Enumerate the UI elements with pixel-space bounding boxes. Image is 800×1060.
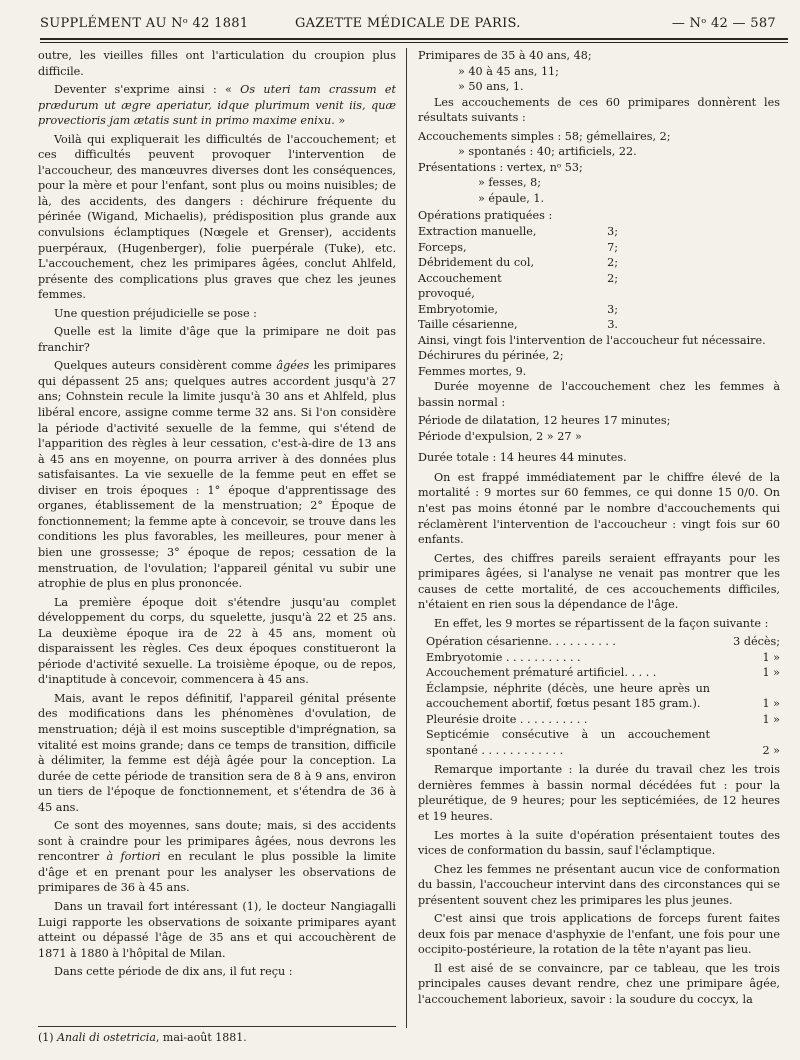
header-rule-thin [40, 42, 788, 43]
footnote: (1) Anali di ostetricia, mai-août 1881. [38, 1026, 396, 1044]
operations-title: Opérations pratiquées : [418, 209, 553, 223]
duration-line: Période de dilatation, 12 heures 17 minutes; [418, 414, 671, 428]
paragraph: Une question préjudicielle se pose : [54, 306, 257, 320]
table-row: Opération césarienne. . . . . . . . . . 3 décès; [426, 635, 780, 649]
running-header [40, 12, 788, 36]
table-row: Pleurésie droite . . . . . . . . . . 1 » [426, 712, 780, 726]
duration-line: Période d'expulsion, 2 » 27 » [418, 429, 582, 443]
paragraph: Les mortes à la suite d'opération présentaient toutes des vices de conformation du bassin, sauf l'éclamptique. [418, 828, 780, 858]
table-row: Extraction manuelle, 3; [418, 225, 618, 239]
table-row: Accouchement prématuré artificiel. . . . . 1 » [426, 666, 780, 680]
header-journal-title: GAZETTE MÉDICALE DE PARIS. [295, 16, 521, 31]
paragraph: Il est aisé de se convaincre, par ce tableau, que les trois principales causes devant rendre, chez une primipare âgée, l'accouchement laborieux, savoir : la soudure du coccyx, la [418, 961, 780, 1007]
age-line: Primipares de 35 à 40 ans, 48; [418, 49, 592, 62]
paragraph: On est frappé immédiatement par le chiffre élevé de la mortalité : 9 mortes sur 60 femmes, ce qui donne 15 0/0. On n'est pas moins étonné par le nombre d'accouchements qui réclamèrent l'intervention de l'accoucheur : vingt fois sur 60 enfants. [418, 470, 780, 547]
paragraph: En effet, les 9 mortes se répartissent de la façon suivante : [434, 616, 769, 630]
header-rule-thick [40, 38, 788, 40]
column-divider [406, 48, 407, 1028]
table-row: Embryotomie . . . . . . . . . . . 1 » [426, 650, 780, 664]
table-row: Accouchement provoqué, 2; [418, 271, 618, 301]
stat-line: Femmes mortes, 9. [418, 364, 527, 378]
paragraph-deventer-quote: Deventer s'exprime ainsi : « Os uteri tam crassum et prædurum ut ægre aperiatur, idque plurimum venit iis, quæ provectioris jam ætatis sunt in primo maxime enixu. » [38, 83, 396, 128]
paragraph: La première époque doit s'étendre jusqu'au complet développement du corps, du squelette, jusqu'à 22 et 25 ans. La deuxième époque ira de 22 à 45 ans, moment où disparaissent les règles. Ces deux époques constitueront la période d'activité sexuelle. La troisième époque, ou de repos, d'inaptitude à concevoir, commencera à 45 ans. [38, 595, 396, 687]
table-row: Embryotomie, 3; [418, 302, 618, 316]
stat-line: Accouchements simples : 58; gémellaires, 2; [418, 129, 671, 143]
paragraph: Chez les femmes ne présentant aucun vice de conformation du bassin, l'accoucheur intervint dans des circonstances qui se présentent souvent chez les primipares les plus jeunes. [418, 862, 780, 907]
header-page-number: — Nᵒ 42 — 587 [671, 16, 776, 31]
paragraph: Durée moyenne de l'accouchement chez les femmes à bassin normal : [418, 380, 780, 409]
age-line: » 50 ans, 1. [458, 80, 524, 94]
duration-total: Durée totale : 14 heures 44 minutes. [418, 451, 627, 465]
stat-line: Déchirures du périnée, 2; [418, 349, 564, 363]
age-line: » 40 à 45 ans, 11; [458, 64, 559, 78]
stat-line: » épaule, 1. [478, 191, 545, 205]
stat-line: Présentations : vertex, nᵒ 53; [418, 160, 583, 174]
paragraph: Ce sont des moyennes, sans doute; mais, si des accidents sont à craindre pour les primipares âgées, nous devrons les rencontrer à fortiori en reculant le plus possible la limite d'âge et en prenant pour les analyser les observations de primipares de 36 à 45 ans. [38, 819, 396, 895]
left-column [38, 48, 396, 983]
paragraph: C'est ainsi que trois applications de forceps furent faites deux fois par menace d'asphyxie de l'enfant, une fois pour une occipito-postérieure, la rotation de la tête n'ayant pas lieu. [418, 912, 780, 957]
paragraph: Voilà qui expliquerait les difficultés de l'accouchement; et ces difficultés peuvent provoquer l'intervention de l'accoucheur, des manœuvres diverses dont les conséquences, pour la mère et pour l'enfant, sont plus ou moins nuisibles; de là, des accidents, des dangers : déchirure fréquente du périnée (Wigand, Michaelis), prédisposition plus grande aux convulsions éclamptiques (Nœgele et Grenser), accidents puerpéraux, (Hugenberger), folie puerpérale (Tuke), etc. L'accouchement, chez les primipares âgées, conclut Ahlfeld, présente des complications plus graves que chez les jeunes femmes. [38, 132, 396, 302]
right-column [418, 48, 780, 1011]
paragraph: Dans un travail fort intéressant (1), le docteur Nangiagalli Luigi rapporte les observations de soixante primipares ayant atteint ou dépassé l'âge de 35 ans et qui accouchèrent de 1871 à 1880 à l'hôpital de Milan. [38, 899, 396, 960]
deaths-table [418, 634, 780, 758]
table-row: Débridement du col, 2; [418, 256, 618, 270]
paragraph: Mais, avant le repos définitif, l'appareil génital présente des modifications dans les phénomènes d'ovulation, de menstruation; déjà il est moins susceptible d'imprégnation, sa vitalité est moins grande; dans ce temps de transition, difficile à délimiter, la femme est déjà âgée pour la conception. La durée de cette période de transition sera de 8 à 9 ans, environ un tiers de l'époque de fonctionnement, et s'étendra de 36 à 45 ans. [38, 691, 396, 814]
stat-line: » spontanés : 40; artificiels, 22. [458, 145, 637, 159]
paragraph: Certes, des chiffres pareils seraient effrayants pour les primipares âgées, si l'analyse ne venait pas montrer que les causes de cette mortalité, de ces accouchements difficiles, n'étaient en rien sous la dépendance de l'âge. [418, 551, 780, 612]
paragraph: outre, les vieilles filles ont l'articulation du croupion plus difficile. [38, 49, 396, 78]
paragraph: Remarque importante : la durée du travail chez les trois dernières femmes à bassin normal décédées fut : pour la pleurétique, de 9 heures; pour les septicémiées, de 12 heures et 19 heures. [418, 763, 780, 823]
header-supplement: SUPPLÉMENT AU Nᵒ 42 1881 [40, 16, 249, 31]
paragraph: Dans cette période de dix ans, il fut reçu : [54, 965, 293, 979]
table-row: Éclampsie, néphrite (décès, une heure après un accouchement abortif, fœtus pesant 185 gram.). 1 » [426, 681, 780, 711]
stat-line: » fesses, 8; [478, 176, 542, 190]
table-row: Septicémie consécutive à un accouchement spontané . . . . . . . . . . . . 2 » [426, 728, 780, 757]
paragraph-question: Quelle est la limite d'âge que la primipare ne doit pas franchir? [38, 325, 396, 354]
table-row: Forceps, 7; [418, 240, 618, 254]
operations-table [418, 224, 618, 333]
table-row: Taille césarienne, 3. [418, 318, 618, 332]
paragraph: Les accouchements de ces 60 primipares donnèrent les résultats suivants : [418, 95, 780, 125]
stat-line: Ainsi, vingt fois l'intervention de l'accoucheur fut nécessaire. [418, 333, 766, 347]
paragraph: Quelques auteurs considèrent comme âgées les primipares qui dépassent 25 ans; quelques autres accordent jusqu'à 27 ans; Cohnstein recule la limite jusqu'à 30 ans et Ahlfeld, plus libéral encore, assigne comme terme 32 ans. Si l'on considère la période d'activité sexuelle de la femme, qui s'étend de l'apparition des règles à leur cessation, c'est-à-dire de 13 ans à 45 ans en moyenne, on pourra arriver à des données plus satisfaisantes. La vie sexuelle de la femme peut en effet se diviser en trois époques : 1° époque d'apprentissage des organes, établissement de la menstruation; 2° Époque de fonctionnement; la femme apte à concevoir, se trouve dans les conditions les plus favorables, les meilleures, pour mener à bien une grossesse; 3° époque de repos; cessation de la menstruation, de l'ovulation; l'appareil génital vu subir une atrophie de plus en plus prononcée. [38, 359, 396, 591]
